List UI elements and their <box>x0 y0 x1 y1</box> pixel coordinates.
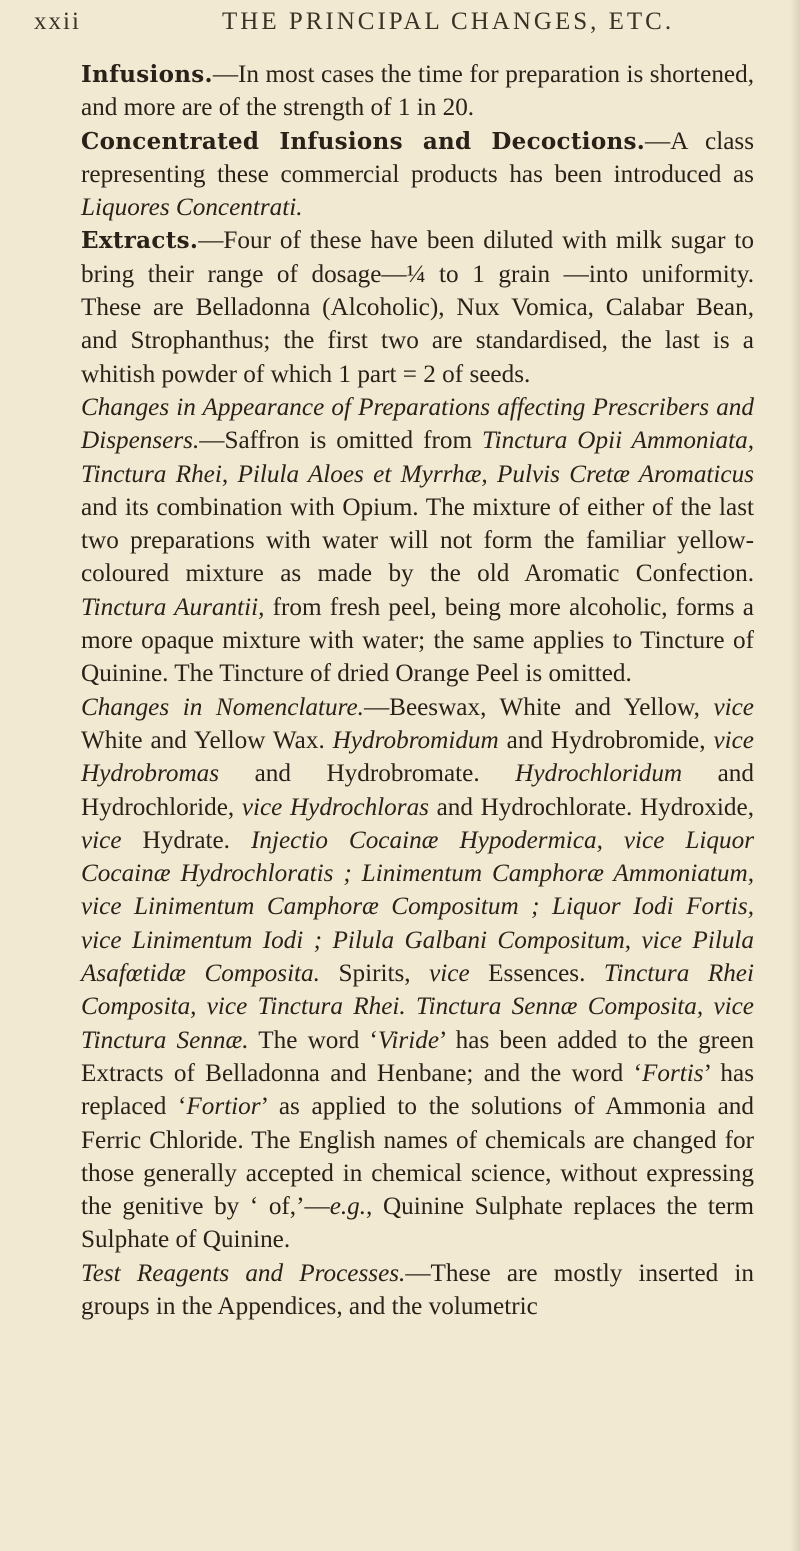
term-nom-1: Hydrobromidum <box>332 726 499 754</box>
text-nom-5: and Hydrochloride, <box>81 760 754 821</box>
text-appearance-2: and its combination with Opium. The mixture of either of the last two preparations with water will not form the familiar yellow-coloured mixture as made by the old Aromatic Confection. <box>81 493 754 588</box>
heading-infusions: Infusions. <box>81 61 213 88</box>
term-nom-3: Injectio Cocainæ Hypodermica, vice Liquor Cocainæ Hydrochloratis ; Linimentum Camphoræ Ammoniatum, vice Linimentum Camphoræ Compositum ; Liquor Iodi Fortis, vice Linimentum Iodi ; Pilula Galbani Compositum, vice Pilula Asafœtidæ Composita. <box>81 826 754 988</box>
paragraph-concentrated <box>81 125 754 225</box>
term-fortior: Fortior <box>186 1093 261 1121</box>
text-appearance-3: from fresh peel, being more alcoholic, forms a more opaque mixture with water; the same applies to Tincture of Quinine. The Tincture of dried Orange Peel is omitted. <box>81 593 754 688</box>
term-eg: e.g., <box>329 1193 373 1221</box>
text-nom-6: and Hydrochlorate. Hydroxide, <box>428 793 754 821</box>
text-nom-2: White and Yellow Wax. <box>81 726 333 754</box>
text-nom-8: Spirits, <box>319 960 430 988</box>
text-nom-10: The word ‘ <box>248 1026 378 1054</box>
paragraph-nomenclature <box>81 691 754 1257</box>
text-concentrated: —A class representing these commercial products has been introduced as <box>81 127 754 188</box>
term-fortis: Fortis <box>641 1059 704 1087</box>
heading-nomenclature: Changes in Nomenclature. <box>81 693 364 721</box>
running-head <box>34 0 760 58</box>
term-viride: Viride <box>377 1026 440 1054</box>
paragraph-extracts <box>81 224 754 390</box>
running-title: THE PRINCIPAL CHANGES, ETC. <box>222 8 675 35</box>
vice-4: vice <box>81 826 122 854</box>
text-reagents: —These are mostly inserted in groups in the Appendices, and the volumetric <box>81 1259 754 1320</box>
heading-reagents: Test Reagents and Processes. <box>81 1259 406 1287</box>
text-nom-7: Hydrate. <box>121 826 251 854</box>
heading-appearance: Changes in Appearance of Preparations affecting Prescribers and Dispensers. <box>81 393 754 455</box>
heading-extracts: Extracts. <box>81 227 199 255</box>
term-appearance-1: Tinctura Opii Ammoniata, Tinctura Rhei, Pilula Aloes et Myrrhæ, Pulvis Cretæ Aromaticus <box>81 427 754 488</box>
text-nom-4: and Hydrobromate. <box>219 760 516 788</box>
paragraph-infusions <box>81 58 754 125</box>
text-appearance-1: —Saffron is omitted from <box>199 427 482 455</box>
vice-3: vice Hydrochloras <box>241 793 429 821</box>
vice-1: vice <box>713 693 754 721</box>
text-nom-1: —Beeswax, White and Yellow, <box>363 693 714 721</box>
paragraph-reagents <box>81 1257 754 1324</box>
text-nom-9: Essences. <box>469 960 604 988</box>
body-text <box>52 58 760 1323</box>
text-nom-12: ’ has replaced ‘ <box>81 1059 754 1121</box>
text-nom-11: ’ has been added to the green Extracts of Belladonna and Henbane; and the word ‘ <box>81 1026 755 1087</box>
term-nom-4: Tinctura Rhei Composita, vice Tinctura Rhei. Tinctura Sennæ Composita, vice Tinctura Sennæ. <box>81 960 754 1054</box>
text-infusions: —In most cases the time for preparation is shortened, and more are of the strength of 1 in 20. <box>81 61 754 122</box>
text-nom-13: ’ as applied to the solutions of Ammonia and Ferric Chloride. The English names of chemicals are changed for those generally accepted in chemical science, without expressing the genitive by ‘ of,’— <box>81 1093 754 1221</box>
vice-2: vice Hydrobromas <box>81 726 754 788</box>
term-liquores: Liquores Concentrati. <box>81 194 303 222</box>
term-nom-2: Hydrochloridum <box>515 760 683 788</box>
page-number: xxii <box>34 8 81 35</box>
text-nom-3: and Hydrobromide, <box>498 726 714 754</box>
term-appearance-2: Tinctura Aurantii, <box>81 593 265 621</box>
vice-5: vice <box>429 960 470 988</box>
text-nom-14: Quinine Sulphate replaces the term Sulphate of Quinine. <box>81 1193 755 1254</box>
text-extracts: —Four of these have been diluted with milk sugar to bring their range of dosage—¼ to 1 grain —into uniformity. These are Belladonna (Alcoholic), Nux Vomica, Calabar Bean, and Strophanthus; the first two are standardised, the last is a whitish powder of which 1 part = 2 of seeds. <box>81 227 754 388</box>
paragraph-appearance <box>81 391 754 691</box>
page-edge-shadow <box>790 0 800 1551</box>
heading-concentrated: Concentrated Infusions and Decoctions. <box>81 127 646 155</box>
